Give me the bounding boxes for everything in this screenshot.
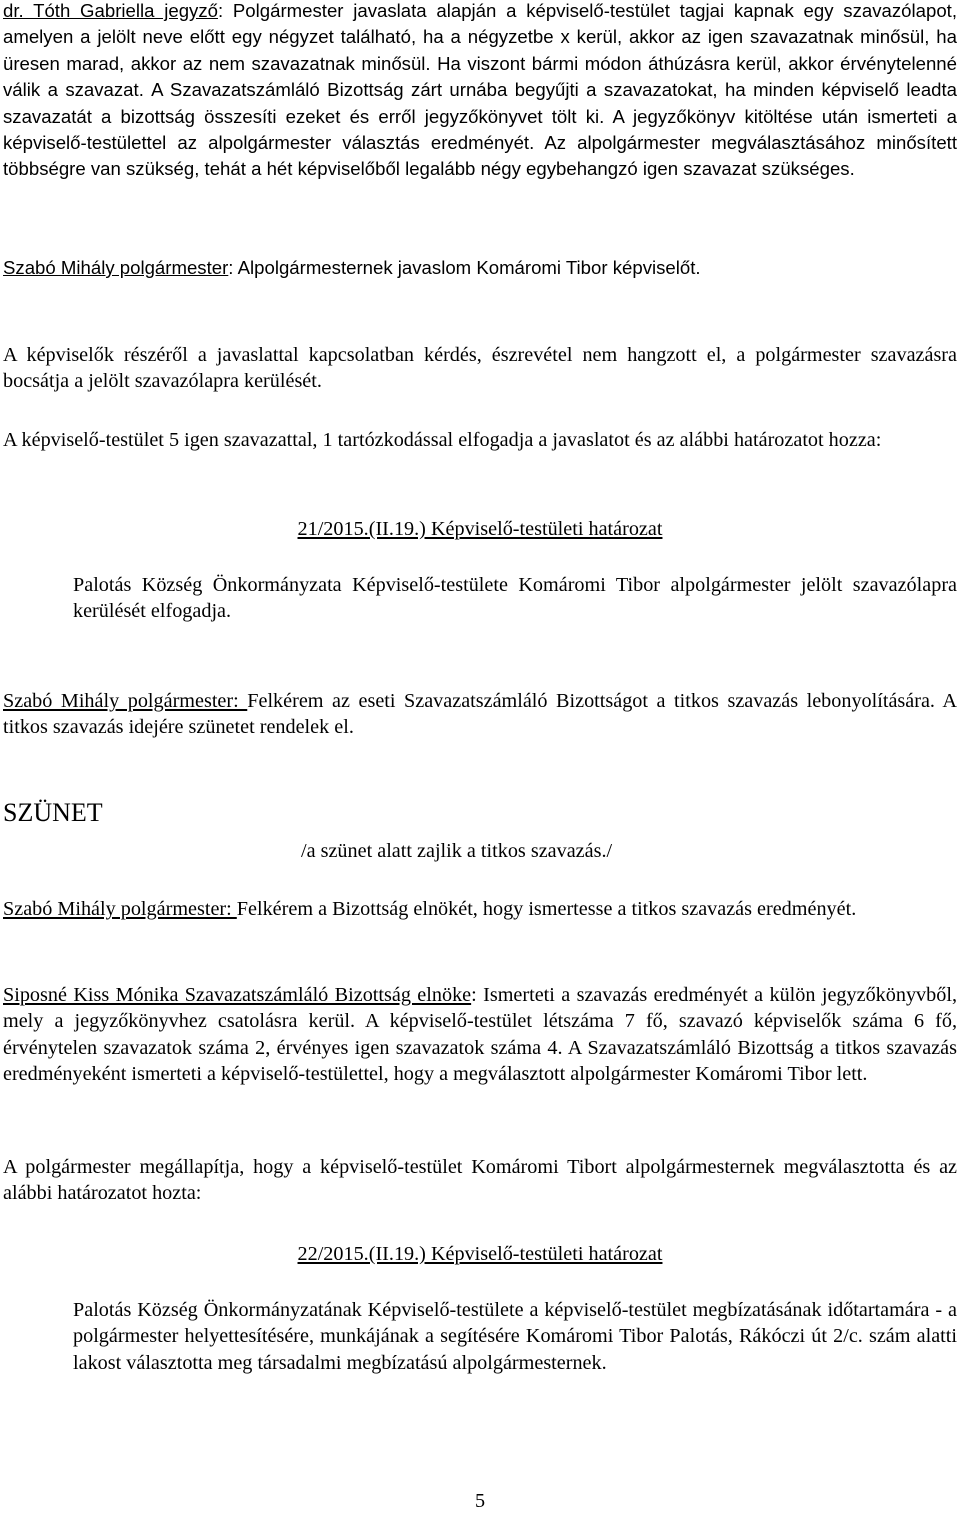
speaker-mayor-2: Szabó Mihály polgármester:	[3, 690, 248, 712]
speaker-mayor-3: Szabó Mihály polgármester:	[3, 898, 237, 920]
speaker-committee-chair: Siposné Kiss Mónika Szavazatszámláló Bizottság elnöke	[3, 984, 472, 1006]
paragraph-mayor-result-request	[3, 896, 957, 922]
mayor-committee-text: Felkérem az eseti Szavazatszámláló Bizottságot a titkos szavazás lebonyolítására. A titkos szavazás idejére szünetet rendelek el.	[3, 690, 957, 739]
notary-text: : Polgármester javaslata alapján a képviselő-testület tagjai kapnak egy szavazólapot, amelyen a jelölt neve előtt egy négyzet található, ha a négyzetbe x kerül, akkor az igen szavazatnak minősül, ha üresen marad, akkor az nem szavazatnak minősül. Ha viszont bármi módon áthúzásra kerül, akkor érvénytelenné válik a szavazat.	[3, 0, 957, 101]
paragraph-mayor-proposal	[3, 255, 957, 281]
paragraph-no-questions: A képviselők részéről a javaslattal kapcsolatban kérdés, észrevétel nem hangzott el, a polgármester szavazásra bocsátja a jelölt szavazólapra kerülését.	[3, 344, 957, 393]
paragraph-vote-result: A képviselő-testület 5 igen szavazattal, 1 tartózkodással elfogadja a javaslatot és az alábbi határozatot hozza:	[3, 429, 882, 451]
resolution-text-21: Palotás Község Önkormányzata Képviselő-testülete Komáromi Tibor alpolgármester jelölt szavazólapra kerülését elfogadja.	[73, 574, 957, 623]
break-title: SZÜNET	[3, 798, 103, 827]
mayor-result-request-text: Felkérem a Bizottság elnökét, hogy ismertesse a titkos szavazás eredményét.	[236, 898, 857, 920]
notary-text-2: A Szavazatszámláló Bizottság zárt urnába begyűjti a szavazatokat, ha minden képviselő leadta szavazatát a bizottság összesíti ezeket és erről jegyzőkönyvet tölt ki. A jegyzőkönyv kitöltése után ismerteti a képviselő-testülettel az alpolgármester választás eredményét. Az alpolgármester megválasztásához minősített többségre van szükség, tehát a hét képviselőből legalább négy egybehangzó igen szavazat szükséges.	[3, 79, 958, 180]
resolution-title-21: 21/2015.(II.19.) Képviselő-testületi határozat	[297, 518, 663, 540]
paragraph-mayor-statement: A polgármester megállapítja, hogy a képviselő-testület Komáromi Tibort alpolgármesternek megválasztotta és az alábbi határozatot hozta:	[3, 1156, 957, 1205]
committee-chair-text: : Ismerteti a szavazás eredményét a külön jegyzőkönyvből, mely a jegyzőkönyvhez csatolásra kerül. A képviselő-testület létszáma 7 fő, szavazó képviselők száma 6 fő, érvénytelen szavazatok száma 2, érvényes igen szavazatok száma 4. A Szavazatszámláló Bizottság a titkos szavazás eredményeként ismerteti a képviselő-testülettel, hogy a megválasztott alpolgármester Komáromi Tibor lett.	[3, 984, 957, 1086]
resolution-title-22: 22/2015.(II.19.) Képviselő-testületi határozat	[297, 1243, 663, 1265]
page-number: 5	[474, 1490, 486, 1512]
resolution-text-22: Palotás Község Önkormányzatának Képviselő-testülete a képviselő-testület megbízatásának időtartamára - a polgármester helyettesítésére, munkájának a segítésére Komáromi Tibor Palotás, Rákóczi út 2/c. szám alatti lakost választotta meg társadalmi megbízatású alpolgármesternek.	[73, 1299, 957, 1374]
speaker-notary: dr. Tóth Gabriella jegyző	[3, 0, 218, 21]
paragraph-notary	[3, 0, 957, 183]
paragraph-mayor-committee	[3, 688, 957, 741]
paragraph-committee-chair	[3, 982, 957, 1088]
break-note: /a szünet alatt zajlik a titkos szavazás./	[301, 840, 613, 862]
speaker-mayor: Szabó Mihály polgármester	[3, 257, 229, 278]
mayor-proposal-text: : Alpolgármesternek javaslom Komáromi Tibor képviselőt.	[228, 257, 701, 278]
